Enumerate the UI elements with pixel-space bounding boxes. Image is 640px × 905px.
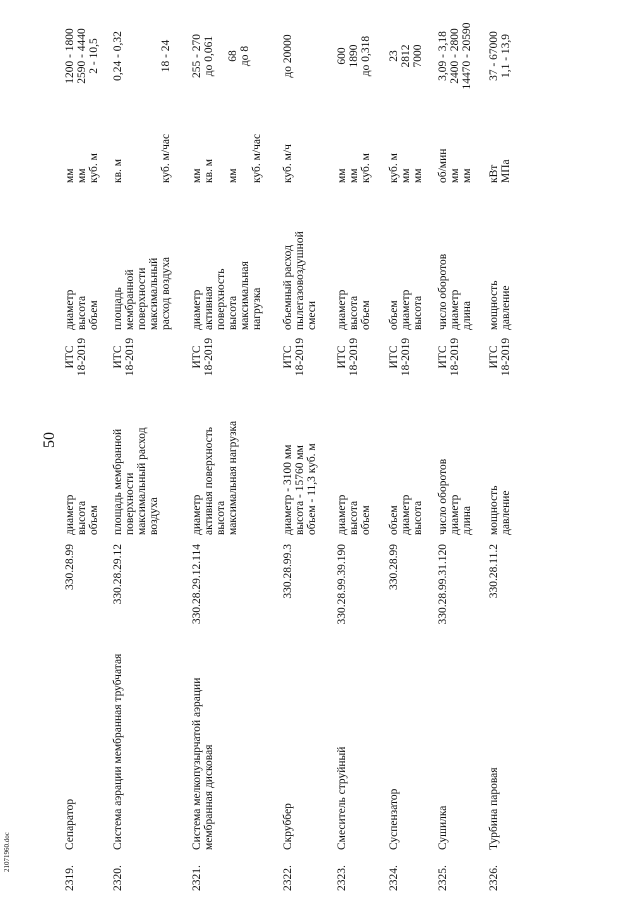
parameter-units: мм мм куб. м [64,153,100,183]
table-row [112,0,192,905]
parameter-names: мощность давление [488,280,512,330]
equipment-name: Система аэрации мембранная трубчатая [112,653,124,850]
parameter-names: объем диаметр высота [388,289,424,330]
equipment-name: Суспензатор [388,788,400,850]
classifier-code: 330.28.99.31.120 [437,544,449,625]
equipment-name: Сушилка [437,805,449,850]
equipment-name: Сепаратор [64,798,76,850]
classifier-code: 330.28.99.39.190 [336,544,348,625]
parameter-names: площадь мембранной поверхности максимальный расход воздуха [112,256,172,330]
equipment-name: Смеситель струйный [336,746,348,850]
parameter-units: мм мм куб. м [336,153,372,183]
parameter-units: куб. м/ч [282,144,294,183]
item-number: 2319. [64,865,76,891]
reference-document: ИТС 18-2019 [437,337,461,377]
parameter-units: об/мин мм мм [437,148,473,183]
item-number: 2323. [336,865,348,891]
equipment-name: Скруббер [282,803,294,850]
page-number: 50 [41,432,58,448]
technical-characteristics: диаметр - 3100 мм высота - 15760 мм объем - 11,3 куб. м [282,443,318,535]
parameter-values: 3,09 - 3,18 2400 - 2800 14470 - 20590 [437,22,473,90]
technical-characteristics: число оборотов диаметр длина [437,458,473,535]
item-number: 2324. [388,865,400,891]
classifier-code: 330.28.11.2 [488,544,500,599]
technical-characteristics: объем диаметр высота [388,494,424,535]
parameter-names: диаметр высота объем [336,289,372,330]
parameter-units: кВт МПа [488,159,512,183]
parameter-names: диаметр высота объем [64,289,100,330]
parameter-values: 1200 - 1800 2590 - 4440 2 - 10,5 [64,28,100,84]
reference-document: ИТС 18-2019 [112,337,136,377]
classifier-code: 330.28.99.3 [282,544,294,599]
parameter-values: 600 1890 до 0,318 [336,35,372,77]
equipment-name: Турбина паровая [488,767,500,850]
reference-document: ИТС 18-2019 [282,337,306,377]
parameter-names: число оборотов диаметр длина [437,253,473,330]
classifier-code: 330.28.29.12.114 [191,544,203,625]
parameter-values: 255 - 270 до 0,061 68 до 8 [191,33,251,79]
reference-document: ИТС 18-2019 [336,337,360,377]
parameter-units: куб. м мм мм [388,153,424,183]
classifier-code: 330.28.99 [388,544,400,590]
reference-document: ИТС 18-2019 [388,337,412,377]
parameter-units: кв. м куб. м/час [112,133,172,183]
classifier-code: 330.28.29.12 [112,544,124,605]
table-row [191,0,271,905]
item-number: 2320. [112,865,124,891]
parameter-values: до 20000 [282,34,294,78]
file-name-footer: 21071960.doc [3,832,11,872]
technical-characteristics: мощность давление [488,485,512,535]
item-number: 2325. [437,865,449,891]
reference-document: ИТС 18-2019 [191,337,215,377]
reference-document: ИТС 18-2019 [488,337,512,377]
item-number: 2321. [191,865,203,891]
table-row [488,0,568,905]
item-number: 2326. [488,865,500,891]
parameter-units: мм кв. м мм куб. м/час [191,133,263,183]
parameter-values: 0,24 - 0,32 18 - 24 [112,31,172,81]
parameter-values: 23 2812 7000 [388,44,424,68]
item-number: 2322. [282,865,294,891]
classifier-code: 330.28.99 [64,544,76,590]
parameter-names: объемный расход пылегазовоздушной смеси [282,231,318,330]
equipment-name: Система мелкопузырчатой аэрации мембранная дисковая [191,677,215,850]
reference-document: ИТС 18-2019 [64,337,88,377]
technical-characteristics: диаметр высота объем [336,494,372,535]
parameter-values: 37 - 67000 1,1 - 13,9 [488,31,512,81]
technical-characteristics: диаметр высота объем [64,494,100,535]
technical-characteristics: диаметр активная поверхность высота максимальная нагрузка [191,420,239,535]
parameter-names: диаметр активная поверхность высота максимальная нагрузка [191,261,263,330]
technical-characteristics: площадь мембранной поверхности максимальный расход воздуха [112,427,160,535]
